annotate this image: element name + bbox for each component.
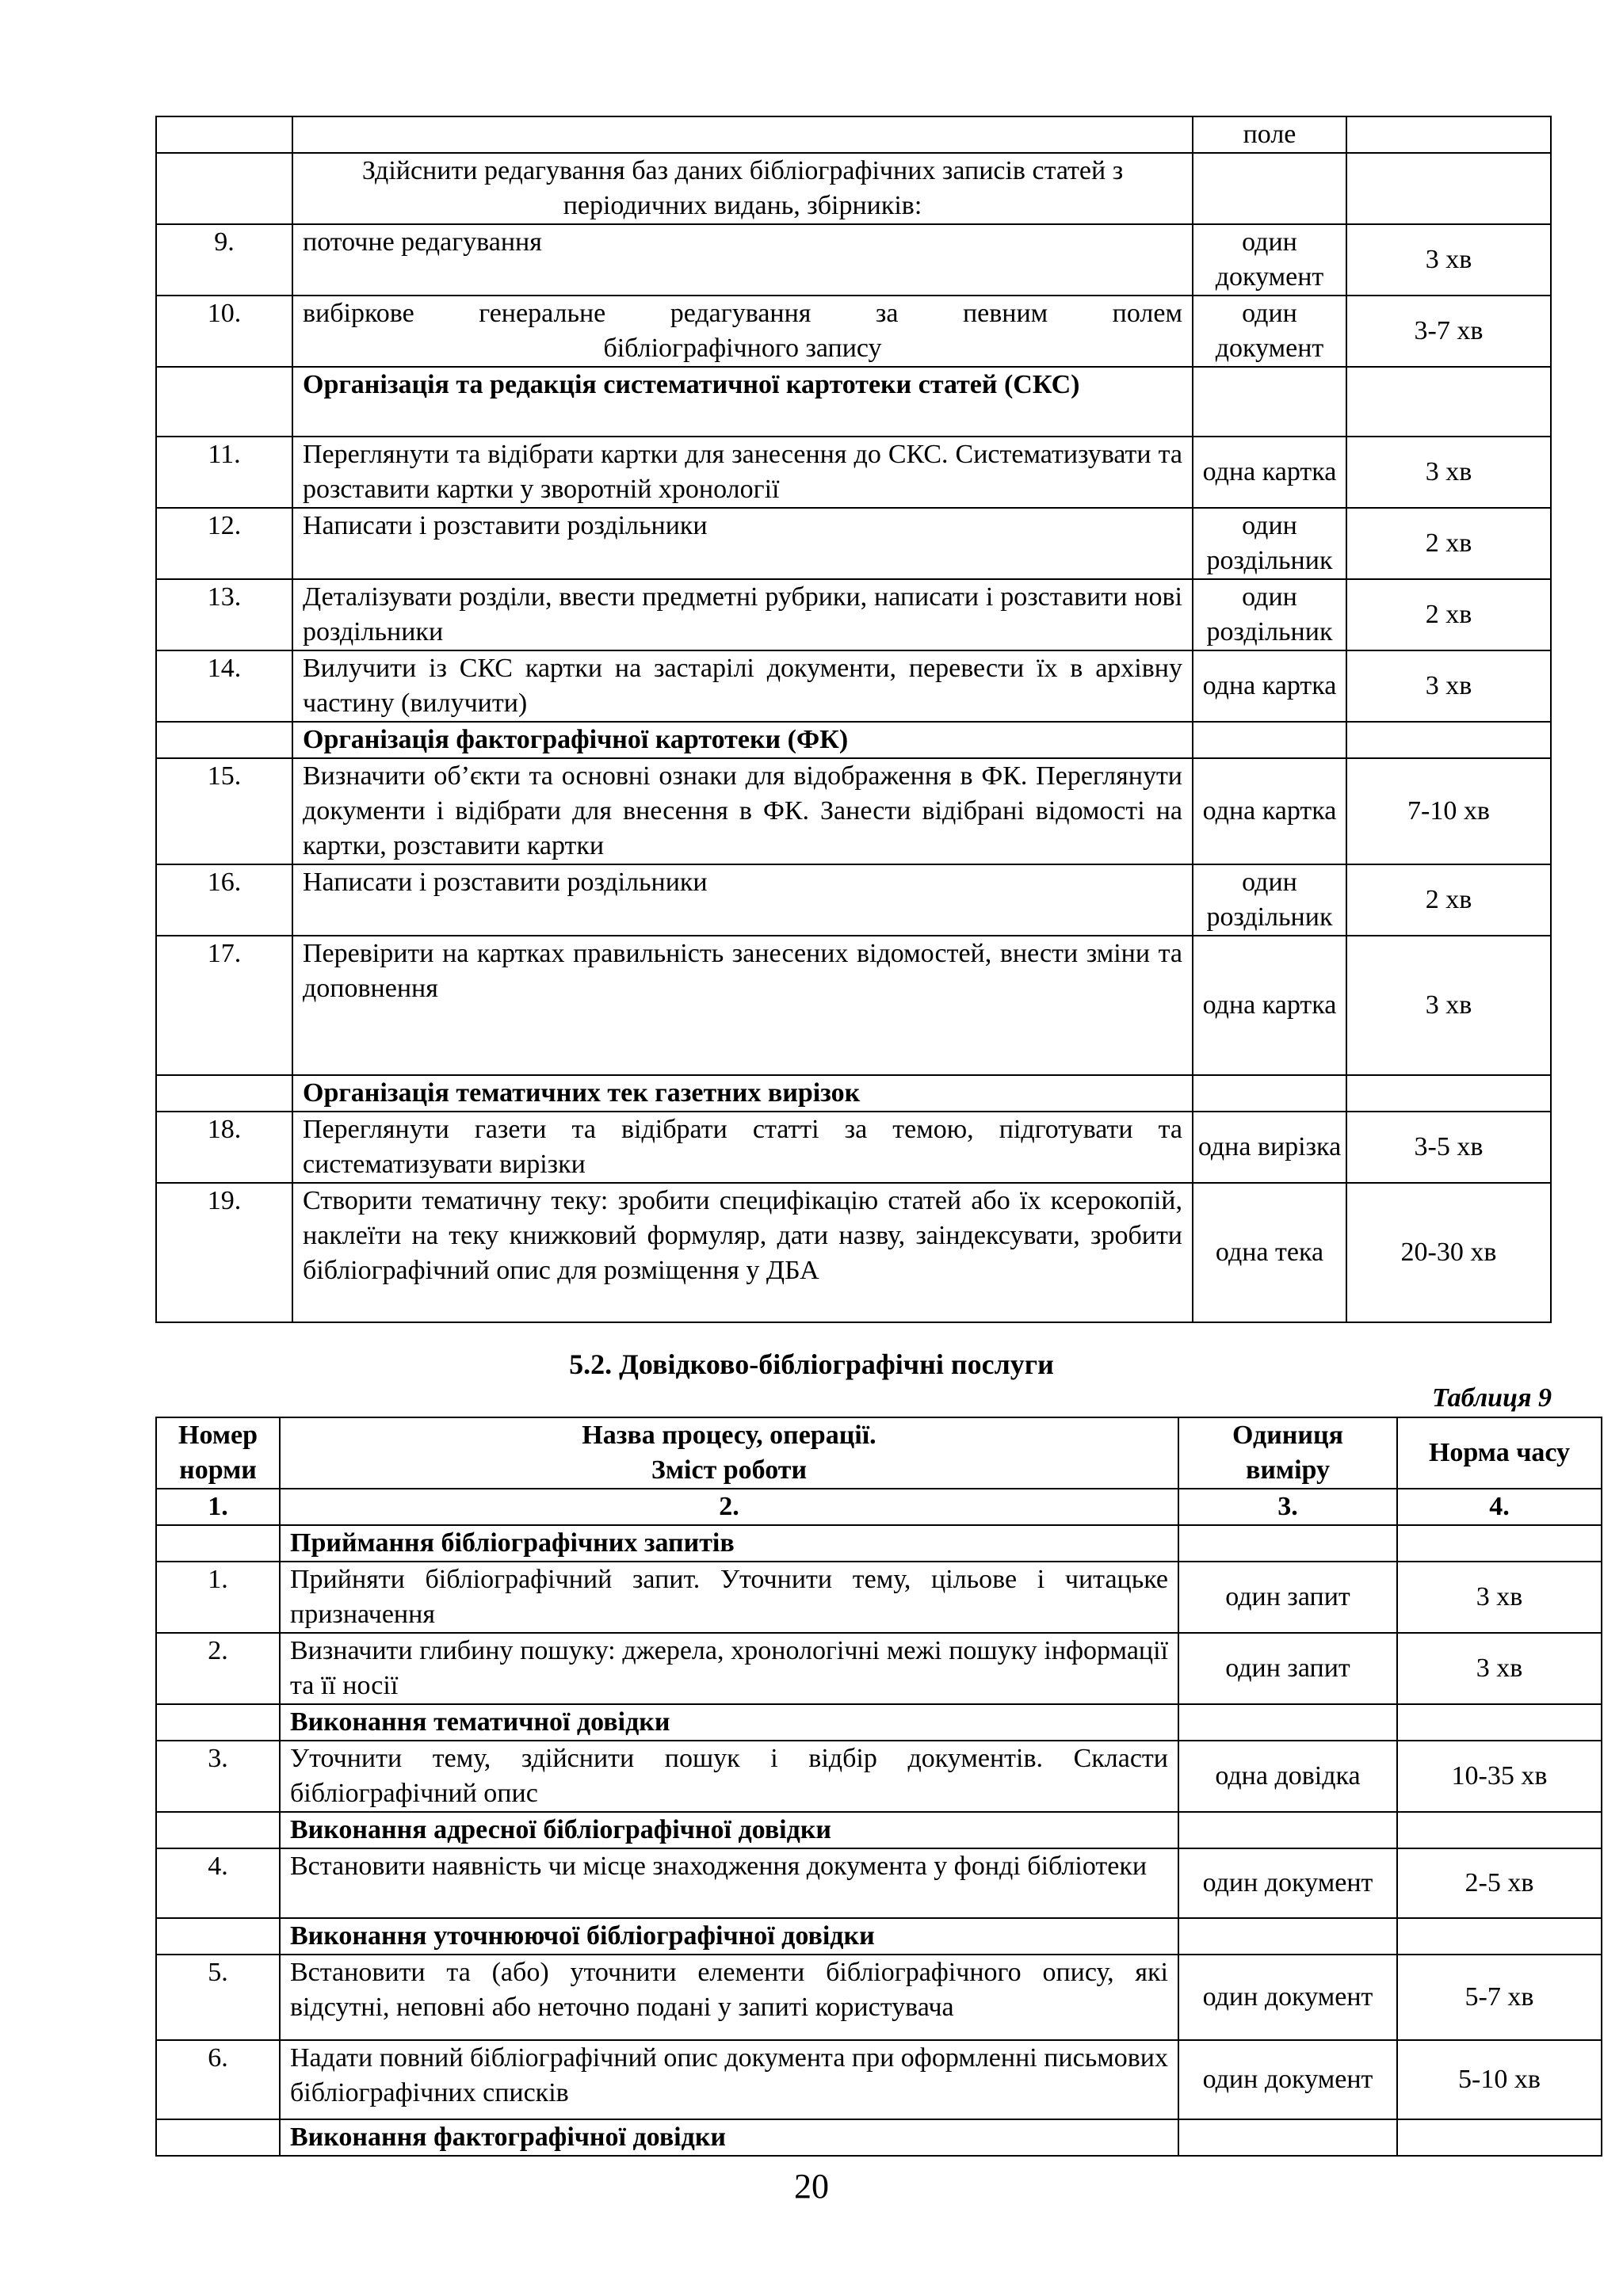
norm-number: 5. (156, 1955, 280, 2040)
norm-number: 12. (156, 508, 292, 579)
description-line: бібліографічного запису (603, 334, 882, 363)
norm-number: 16. (156, 864, 292, 936)
unit-of-measure: один документ (1178, 1955, 1397, 2040)
time-norm (1397, 1525, 1602, 1562)
header-unit: Одиниця виміру (1178, 1417, 1397, 1489)
column-number: 3. (1178, 1489, 1397, 1525)
time-norm: 5-10 хв (1397, 2040, 1602, 2119)
norm-number: 14. (156, 650, 292, 722)
table-row (156, 437, 1551, 508)
time-norm (1397, 1704, 1602, 1741)
unit-of-measure: одна картка (1193, 650, 1346, 722)
norm-number: 1. (156, 1562, 280, 1633)
section-row (156, 367, 1551, 437)
table-row (156, 1848, 1602, 1918)
norm-number (156, 2119, 280, 2156)
unit-of-measure: поле (1193, 116, 1346, 153)
column-number: 4. (1397, 1489, 1602, 1525)
unit-of-measure (1178, 1704, 1397, 1741)
norm-number: 17. (156, 936, 292, 1075)
unit-of-measure: один документ (1178, 2040, 1397, 2119)
norm-number: 2. (156, 1633, 280, 1704)
operation-description: Встановити та (або) уточнити елементи бібліографічного опису, які відсутні, неповні або неточно подані у запиті користувача (280, 1955, 1178, 2040)
time-norm (1346, 367, 1551, 437)
unit-of-measure: одна картка (1193, 936, 1346, 1075)
time-norm (1346, 153, 1551, 224)
time-norm (1397, 1918, 1602, 1955)
section-heading: Організація фактографічної картотеки (ФК) (292, 722, 1193, 758)
table-row (156, 508, 1551, 579)
unit-of-measure: один документ (1193, 224, 1346, 296)
table-header-row (156, 1417, 1602, 1489)
table-row (156, 116, 1551, 153)
norm-number: 9. (156, 224, 292, 296)
time-norm: 2 хв (1346, 508, 1551, 579)
norm-number (156, 1075, 292, 1112)
norms-table-9 (155, 1417, 1602, 2157)
unit-of-measure: одна довідка (1178, 1741, 1397, 1812)
operation-description: Визначити глибину пошуку: джерела, хронологічні межі пошуку інформації та її носії (280, 1633, 1178, 1704)
time-norm: 3 хв (1346, 936, 1551, 1075)
norm-number: 6. (156, 2040, 280, 2119)
section-heading: Приймання бібліографічних запитів (280, 1525, 1178, 1562)
norm-number: 13. (156, 579, 292, 650)
unit-of-measure (1193, 367, 1346, 437)
header-norm-number: Номер норми (156, 1417, 280, 1489)
time-norm (1346, 116, 1551, 153)
unit-of-measure (1193, 153, 1346, 224)
table-row (156, 936, 1551, 1075)
unit-of-measure: одна тека (1193, 1183, 1346, 1322)
unit-of-measure: один роздільник (1193, 508, 1346, 579)
norm-number: 18. (156, 1112, 292, 1183)
time-norm: 7-10 хв (1346, 758, 1551, 864)
table-row (156, 579, 1551, 650)
norm-number (156, 1918, 280, 1955)
section-row (156, 1812, 1602, 1848)
norm-number: 4. (156, 1848, 280, 1918)
section-heading: Організація та редакція систематичної картотеки статей (СКС) (292, 367, 1193, 437)
description-line: вибіркове генеральне редагування за певним полем (303, 299, 1182, 328)
section-heading: Виконання тематичної довідки (280, 1704, 1178, 1741)
unit-of-measure (1193, 1075, 1346, 1112)
operation-description: Прийняти бібліографічний запит. Уточнити тему, цільове і читацьке призначення (280, 1562, 1178, 1633)
norm-number: 3. (156, 1741, 280, 1812)
page-number: 20 (794, 2167, 829, 2206)
operation-description (292, 116, 1193, 153)
table-row (156, 296, 1551, 367)
unit-of-measure: один запит (1178, 1633, 1397, 1704)
table-row (156, 1112, 1551, 1183)
time-norm: 3 хв (1346, 437, 1551, 508)
norm-number (156, 1812, 280, 1848)
unit-of-measure: один запит (1178, 1562, 1397, 1633)
norm-number: 10. (156, 296, 292, 367)
table-row (156, 1562, 1602, 1633)
unit-of-measure: один документ (1193, 296, 1346, 367)
time-norm: 3 хв (1346, 650, 1551, 722)
table-row (156, 1633, 1602, 1704)
time-norm (1397, 1812, 1602, 1848)
section-row (156, 1704, 1602, 1741)
norm-number (156, 116, 292, 153)
section-row (156, 1075, 1551, 1112)
section-heading: Виконання адресної бібліографічної довідки (280, 1812, 1178, 1848)
time-norm (1346, 1075, 1551, 1112)
time-norm: 3 хв (1346, 224, 1551, 296)
section-row (156, 2119, 1602, 2156)
header-process-name: Назва процесу, операції. Зміст роботи (280, 1417, 1178, 1489)
column-numbering-row (156, 1489, 1602, 1525)
time-norm: 2 хв (1346, 579, 1551, 650)
unit-of-measure: одна вирізка (1193, 1112, 1346, 1183)
norm-number: 19. (156, 1183, 292, 1322)
norm-number (156, 1525, 280, 1562)
norm-number (156, 1704, 280, 1741)
norm-number (156, 367, 292, 437)
unit-of-measure (1178, 1918, 1397, 1955)
section-heading: Виконання фактографічної довідки (280, 2119, 1178, 2156)
table-caption: Таблиця 9 (1432, 1383, 1552, 1413)
table-row (156, 153, 1551, 224)
unit-of-measure: один роздільник (1193, 579, 1346, 650)
operation-description: Надати повний бібліографічний опис документа при оформленні письмових бібліографічних списків (280, 2040, 1178, 2119)
operation-description: Створити тематичну теку: зробити специфікацію статей або їх ксерокопій, наклеїти на теку книжковий формуляр, дати назву, заіндексувати, зробити бібліографічний опис для розміщення у ДБА (292, 1183, 1193, 1322)
norm-number (156, 722, 292, 758)
norms-table-continued (155, 116, 1552, 1323)
column-number: 2. (280, 1489, 1178, 1525)
section-heading: Організація тематичних тек газетних вирізок (292, 1075, 1193, 1112)
time-norm: 3-7 хв (1346, 296, 1551, 367)
section-row (156, 722, 1551, 758)
table-row (156, 864, 1551, 936)
table-row (156, 650, 1551, 722)
section-title: 5.2. Довідково-бібліографічні послуги (569, 1348, 1054, 1380)
operation-description (292, 153, 1193, 224)
time-norm (1346, 722, 1551, 758)
operation-description: Переглянути та відібрати картки для занесення до СКС. Систематизувати та розставити картки у зворотній хронології (292, 437, 1193, 508)
unit-of-measure: одна картка (1193, 758, 1346, 864)
unit-of-measure: один роздільник (1193, 864, 1346, 936)
time-norm: 20-30 хв (1346, 1183, 1551, 1322)
operation-description: поточне редагування (292, 224, 1193, 296)
unit-of-measure (1178, 2119, 1397, 2156)
time-norm: 5-7 хв (1397, 1955, 1602, 2040)
section-row (156, 1918, 1602, 1955)
table-row (156, 1955, 1602, 2040)
operation-description: Уточнити тему, здійснити пошук і відбір документів. Скласти бібліографічний опис (280, 1741, 1178, 1812)
operation-description: Встановити наявність чи місце знаходження документа у фонді бібліотеки (280, 1848, 1178, 1918)
table-row (156, 758, 1551, 864)
time-norm (1397, 2119, 1602, 2156)
section-heading: Виконання уточнюючої бібліографічної довідки (280, 1918, 1178, 1955)
unit-of-measure (1193, 722, 1346, 758)
time-norm: 3 хв (1397, 1633, 1602, 1704)
time-norm: 3-5 хв (1346, 1112, 1551, 1183)
description-line: Здійснити редагування баз даних бібліографічних записів статей з (361, 156, 1124, 185)
time-norm: 10-35 хв (1397, 1741, 1602, 1812)
operation-description: Переглянути газети та відібрати статті за темою, підготувати та систематизувати вирізки (292, 1112, 1193, 1183)
unit-of-measure: одна картка (1193, 437, 1346, 508)
operation-description: Вилучити із СКС картки на застарілі документи, перевести їх в архівну частину (вилучити) (292, 650, 1193, 722)
section-row (156, 1525, 1602, 1562)
time-norm: 2 хв (1346, 864, 1551, 936)
table-row (156, 2040, 1602, 2119)
time-norm: 2-5 хв (1397, 1848, 1602, 1918)
norm-number: 15. (156, 758, 292, 864)
time-norm: 3 хв (1397, 1562, 1602, 1633)
table-row (156, 224, 1551, 296)
table-row (156, 1741, 1602, 1812)
description-line: періодичних видань, збірників: (563, 191, 922, 220)
unit-of-measure (1178, 1525, 1397, 1562)
unit-of-measure (1178, 1812, 1397, 1848)
operation-description: Перевірити на картках правильність занесених відомостей, внести зміни та доповнення (292, 936, 1193, 1075)
header-time-norm: Норма часу (1397, 1417, 1602, 1489)
table-row (156, 1183, 1551, 1322)
operation-description (292, 296, 1193, 367)
norm-number: 11. (156, 437, 292, 508)
operation-description: Деталізувати розділи, ввести предметні рубрики, написати і розставити нові роздільники (292, 579, 1193, 650)
operation-description: Написати і розставити роздільники (292, 864, 1193, 936)
norm-number (156, 153, 292, 224)
operation-description: Визначити об’єкти та основні ознаки для відображення в ФК. Переглянути документи і відібрати для внесення в ФК. Занести відібрані відомості на картки, розставити картки (292, 758, 1193, 864)
operation-description: Написати і розставити роздільники (292, 508, 1193, 579)
column-number: 1. (156, 1489, 280, 1525)
unit-of-measure: один документ (1178, 1848, 1397, 1918)
